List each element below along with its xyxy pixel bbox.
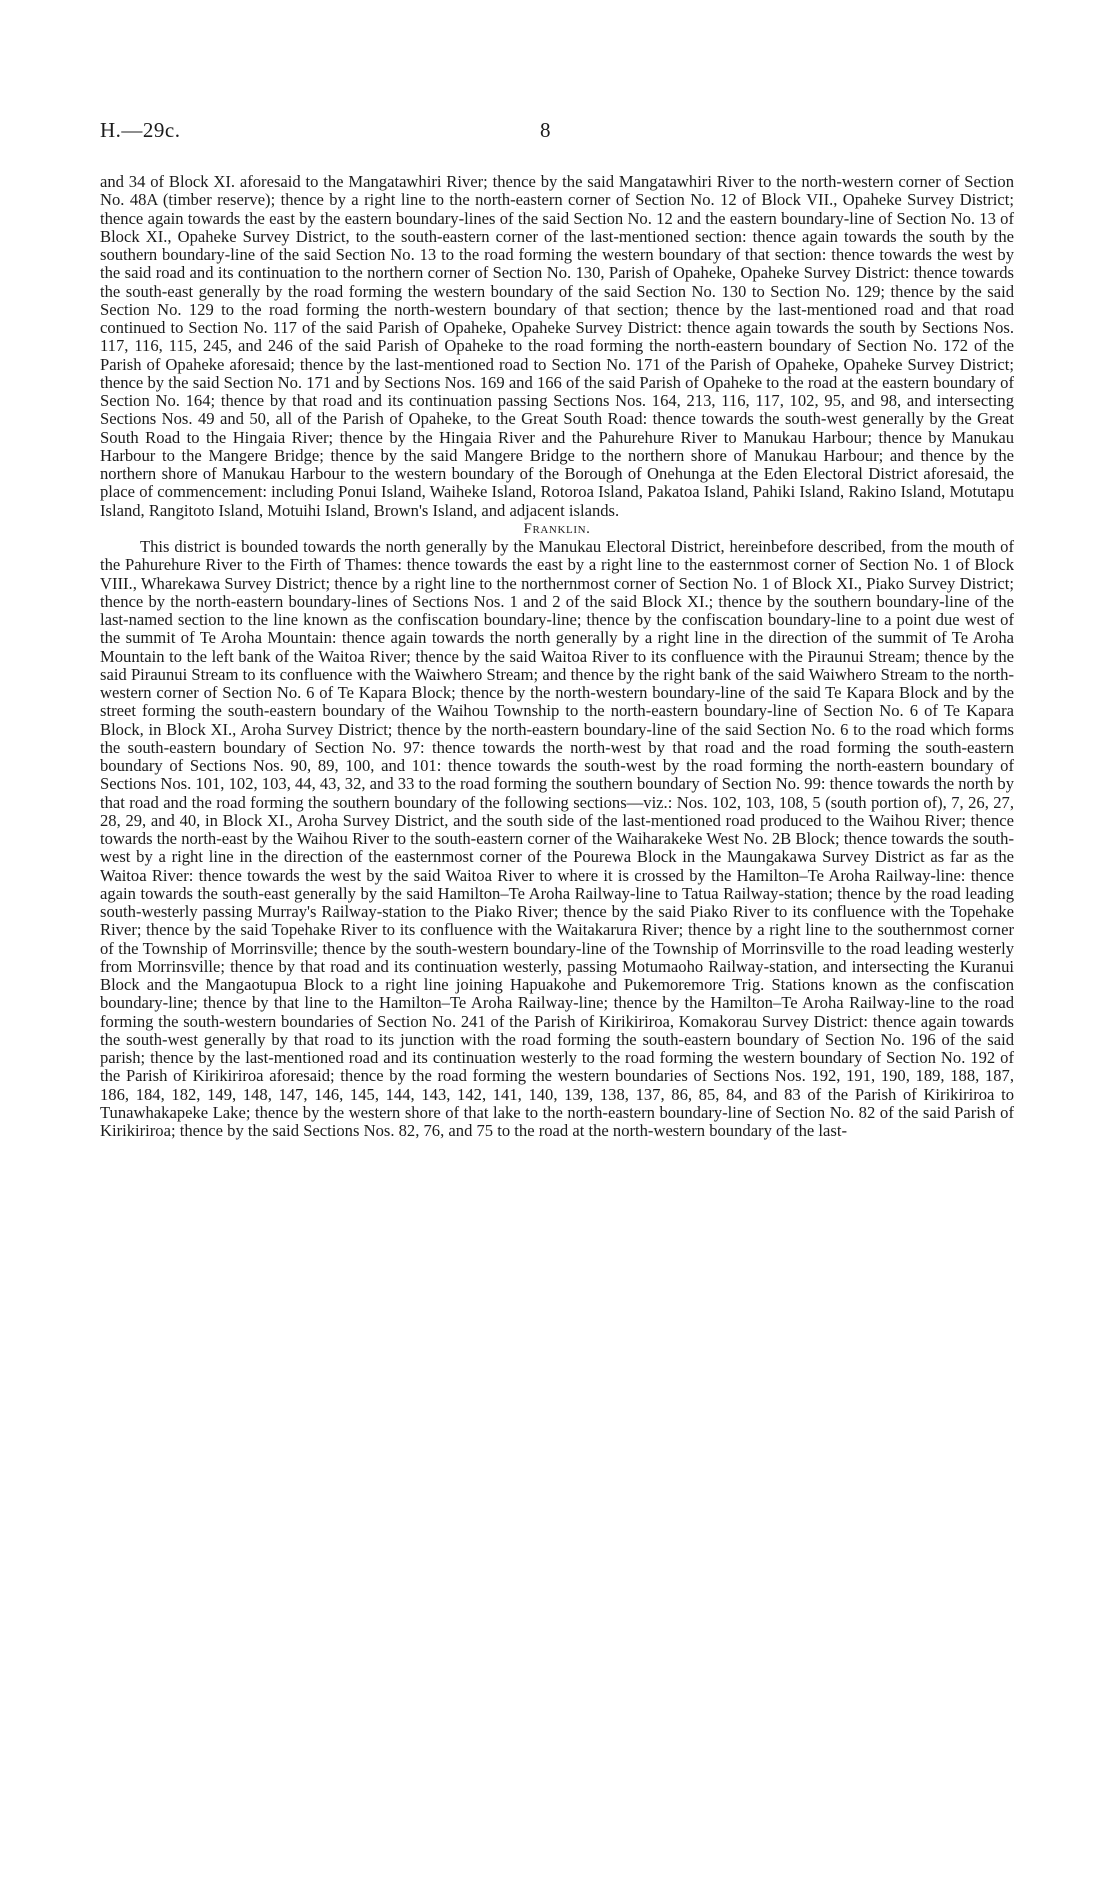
paragraph-continued: and 34 of Block XI. aforesaid to the Mangatawhiri River; thence by the said Mangatawhiri River to the north-western corner of Section No. 48A (timber reserve); thence by a right line to the north-eastern corner of Section No. 12 of Block VII., Opaheke Survey District; thence again towards the east by the eastern boundary-lines of the said Section No. 12 and the eastern boundary-line of Section No. 13 of Block XI., Opaheke Survey District, to the south-eastern corner of the last-mentioned section: thence again towards the south by the southern boundary-line of the said Section No. 13 to the road forming the western boundary of that section: thence towards the west by the said road and its continuation to the northern corner of Section No. 130, Parish of Opaheke, Opaheke Survey District: thence towards the south-east generally by the road forming the western boundary of the said Section No. 130 to Section No. 129; thence by the said Section No. 129 to the road forming the north-western boundary of that section; thence by the last-mentioned road and that road continued to Section No. 117 of the said Parish of Opaheke, Opaheke Survey District: thence again towards the south by Sections Nos. 117, 116, 115, 245, and 246 of the said Parish of Opaheke to the road forming the north-eastern boundary of Section No. 172 of the Parish of Opaheke aforesaid; thence by the last-mentioned road to Section No. 171 of the Parish of Opaheke, Opaheke Survey District; thence by the said Section No. 171 and by Sections Nos. 169 and 166 of the said Parish of Opaheke to the road at the eastern boundary of Section No. 164; thence by that road and its continuation passing Sections Nos. 164, 213, 116, 117, 102, 95, and 98, and intersecting Sections Nos. 49 and 50, all of the Parish of Opaheke, to the Great South Road: thence towards the south-west generally by the Great South Road to the Hingaia River; thence by the Hingaia River and the Pahurehure River to Manukau Harbour; thence by Manukau Harbour to the Mangere Bridge; thence by the said Mangere Bridge to the northern shore of Manukau Harbour; and thence by the northern shore of Manukau Harbour to the western boundary of the Borough of Onehunga at the Eden Electoral District aforesaid, the place of commencement: including Ponui Island, Waiheke Island, Rotoroa Island, Pakatoa Island, Pahiki Island, Rakino Island, Motutapu Island, Rangitoto Island, Motuihi Island, Brown's Island, and adjacent islands. <box>100 172 1014 520</box>
section-heading: Franklin. <box>523 520 591 537</box>
page-number: 8 <box>540 118 551 142</box>
running-head <box>100 118 1014 148</box>
paragraph-franklin: This district is bounded towards the north generally by the Manukau Electoral District, hereinbefore described, from the mouth of the Pahurehure River to the Firth of Thames: thence towards the east by a right line to the easternmost corner of Section No. 1 of Block VIII., Wharekawa Survey District; thence by a right line to the northernmost corner of Section No. 1 of Block XI., Piako Survey District; thence by the north-eastern boundary-lines of Sections Nos. 1 and 2 of the said Block XI.; thence by the southern boundary-line of the last-named section to the line known as the confiscation boundary-line; thence by the confiscation boundary-line to a point due west of the summit of Te Aroha Mountain: thence again towards the north generally by a right line in the direction of the summit of Te Aroha Mountain to the left bank of the Waitoa River; thence by the said Waitoa River to its confluence with the Piraunui Stream; thence by the said Piraunui Stream to its confluence with the Waiwhero Stream; and thence by the right bank of the said Waiwhero Stream to the north-western corner of Section No. 6 of Te Kapara Block; thence by the north-western boundary-line of the said Te Kapara Block and by the street forming the south-eastern boundary of the Waihou Township to the north-eastern boundary-line of Section No. 6 of Te Kapara Block, in Block XI., Aroha Survey District; thence by the north-eastern boundary-line of the said Section No. 6 to the road which forms the south-eastern boundary of Section No. 97: thence towards the north-west by that road and the road forming the south-eastern boundary of Sections Nos. 90, 89, 100, and 101: thence towards the south-west by the road forming the north-eastern boundary of Sections Nos. 101, 102, 103, 44, 43, 32, and 33 to the road forming the southern boundary of Section No. 99: thence towards the north by that road and the road forming the southern boundary of the following sections—viz.: Nos. 102, 103, 108, 5 (south portion of), 7, 26, 27, 28, 29, and 40, in Block XI., Aroha Survey District, and the south side of the last-mentioned road produced to the Waihou River; thence towards the north-east by the Waihou River to the south-eastern corner of the Waiharakeke West No. 2B Block; thence towards the south-west by a right line in the direction of the easternmost corner of the Pourewa Block in the Maungakawa Survey District as far as the Waitoa River: thence towards the west by the said Waitoa River to where it is crossed by the Hamilton–Te Aroha Railway-line: thence again towards the south-east generally by the said Hamilton–Te Aroha Railway-line to Tatua Railway-station; thence by the road leading south-westerly passing Murray's Railway-station to the Piako River; thence by the said Piako River to its confluence with the Topehake River; thence by the said Topehake River to its confluence with the Waitakarura River; thence by a right line to the southernmost corner of the Township of Morrinsville; thence by the south-western boundary-line of the Township of Morrinsville to the road leading westerly from Morrinsville; thence by that road and its continuation westerly, passing Motumaoho Railway-station, and intersecting the Kuranui Block and the Mangaotupua Block to a right line joining Hapuakohe and Pukemoremore Trig. Stations known as the confiscation boundary-line; thence by that line to the Hamilton–Te Aroha Railway-line; thence by the Hamilton–Te Aroha Railway-line to the road forming the south-western boundaries of Section No. 241 of the Parish of Kirikiriroa, Komakorau Survey District: thence again towards the south-west generally by that road to its junction with the road forming the south-eastern boundary of Section No. 196 of the said parish; thence by the last-mentioned road and its continuation westerly to the road forming the western boundary of Section No. 192 of the Parish of Kirikiriroa aforesaid; thence by the road forming the western boundaries of Sections Nos. 192, 191, 190, 189, 188, 187, 186, 184, 182, 149, 148, 147, 146, 145, 144, 143, 142, 141, 140, 139, 138, 137, 86, 85, 84, and 83 of the Parish of Kirikiriroa to Tunawhakapeke Lake; thence by the western shore of that lake to the north-eastern boundary-line of Section No. 82 of the said Parish of Kirikiriroa; thence by the said Sections Nos. 82, 76, and 75 to the road at the north-western boundary of the last- <box>100 537 1014 1140</box>
paper-reference: H.—29c. <box>100 118 181 142</box>
body-text <box>100 173 1014 1140</box>
